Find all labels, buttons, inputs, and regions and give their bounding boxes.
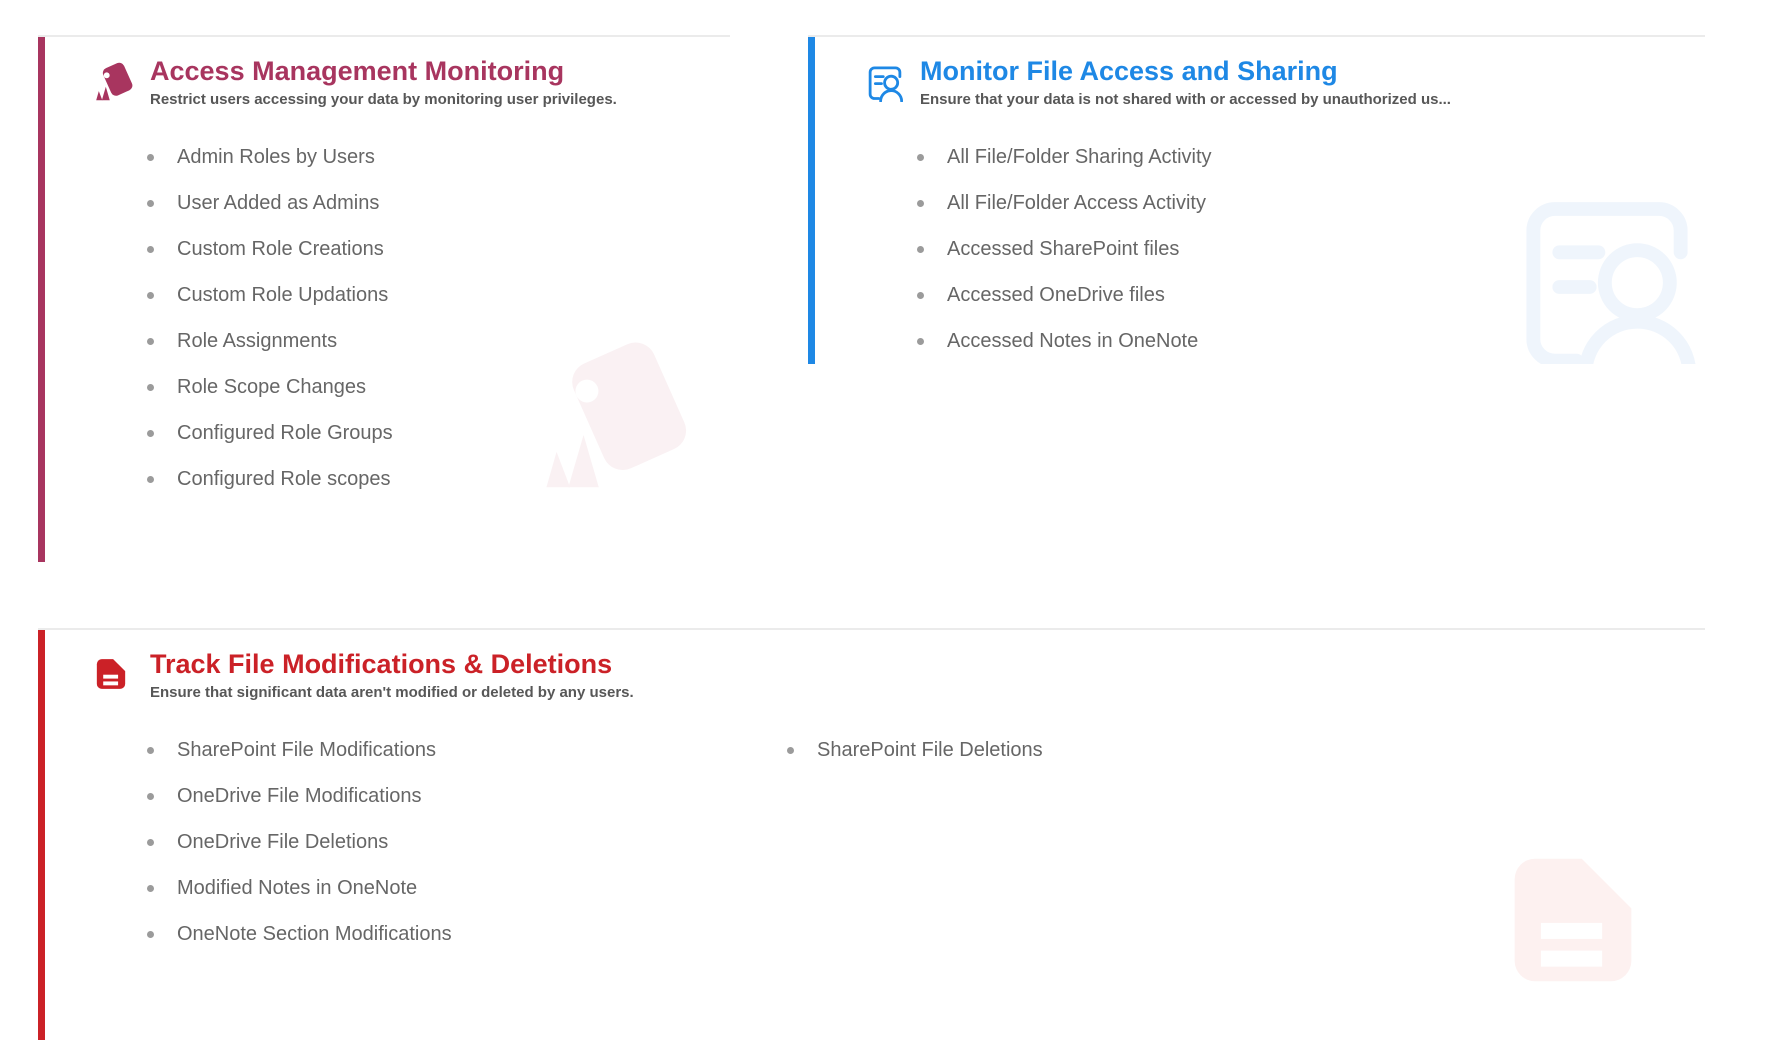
card-header-text xyxy=(150,648,634,701)
bullet-icon xyxy=(147,430,154,437)
report-link[interactable]: Admin Roles by Users xyxy=(147,134,730,180)
card-subtitle: Ensure that significant data aren't modified or deleted by any users. xyxy=(150,684,634,702)
card-title[interactable]: Monitor File Access and Sharing xyxy=(920,56,1338,86)
report-link[interactable]: Accessed SharePoint files xyxy=(917,226,1705,272)
bullet-icon xyxy=(147,292,154,299)
bullet-icon xyxy=(917,200,924,207)
bullet-icon xyxy=(917,154,924,161)
report-link[interactable]: User Added as Admins xyxy=(147,180,730,226)
bullet-icon xyxy=(147,747,154,754)
report-link[interactable]: Role Scope Changes xyxy=(147,364,730,410)
report-link[interactable]: All File/Folder Sharing Activity xyxy=(917,134,1705,180)
report-link[interactable]: OneDrive File Deletions xyxy=(147,819,734,865)
accent-bar xyxy=(38,630,45,1040)
card-header xyxy=(864,37,1705,108)
two-column-report-list xyxy=(94,701,1705,957)
card-header xyxy=(94,630,1705,701)
bullet-icon xyxy=(787,747,794,754)
report-link[interactable]: All File/Folder Access Activity xyxy=(917,180,1705,226)
report-link[interactable]: OneNote Section Modifications xyxy=(147,911,734,957)
bullet-icon xyxy=(147,839,154,846)
report-link[interactable]: SharePoint File Deletions xyxy=(787,727,1705,773)
report-link[interactable]: Configured Role scopes xyxy=(147,456,730,502)
card-track-file-modifications-deletions xyxy=(38,628,1705,1040)
bullet-icon xyxy=(147,931,154,938)
report-list-column-1 xyxy=(94,727,734,957)
card-title[interactable]: Access Management Monitoring xyxy=(150,56,565,86)
bullet-icon xyxy=(917,246,924,253)
report-link[interactable]: SharePoint File Modifications xyxy=(147,727,734,773)
report-link[interactable]: Custom Role Creations xyxy=(147,226,730,272)
bullet-icon xyxy=(917,292,924,299)
bullet-icon xyxy=(917,338,924,345)
bullet-icon xyxy=(147,246,154,253)
report-list-column-2 xyxy=(734,727,1705,773)
tags-icon xyxy=(94,55,136,107)
bullet-icon xyxy=(147,200,154,207)
card-monitor-file-access-sharing xyxy=(808,35,1705,364)
bullet-icon xyxy=(147,384,154,391)
bullet-icon xyxy=(147,885,154,892)
report-link[interactable]: Configured Role Groups xyxy=(147,410,730,456)
top-card-row xyxy=(38,35,1705,562)
id-card-user-icon xyxy=(864,55,906,107)
card-subtitle: Ensure that your data is not shared with or accessed by unauthorized us... xyxy=(920,91,1451,109)
card-header-text xyxy=(920,55,1451,108)
bullet-icon xyxy=(147,338,154,345)
bullet-icon xyxy=(147,793,154,800)
card-header-text xyxy=(150,55,617,108)
bullet-icon xyxy=(147,154,154,161)
document-icon xyxy=(94,648,128,700)
accent-bar xyxy=(38,37,45,562)
card-title[interactable]: Track File Modifications & Deletions xyxy=(150,649,613,679)
report-link[interactable]: Accessed Notes in OneNote xyxy=(917,318,1705,364)
bullet-icon xyxy=(147,476,154,483)
report-link[interactable]: Custom Role Updations xyxy=(147,272,730,318)
card-subtitle: Restrict users accessing your data by monitoring user privileges. xyxy=(150,91,617,109)
report-link[interactable]: Role Assignments xyxy=(147,318,730,364)
accent-bar xyxy=(808,37,815,364)
report-link[interactable]: OneDrive File Modifications xyxy=(147,773,734,819)
report-link[interactable]: Accessed OneDrive files xyxy=(917,272,1705,318)
report-list xyxy=(94,134,730,502)
card-access-management-monitoring xyxy=(38,35,730,562)
report-list xyxy=(864,134,1705,364)
card-header xyxy=(94,37,730,108)
report-link[interactable]: Modified Notes in OneNote xyxy=(147,865,734,911)
